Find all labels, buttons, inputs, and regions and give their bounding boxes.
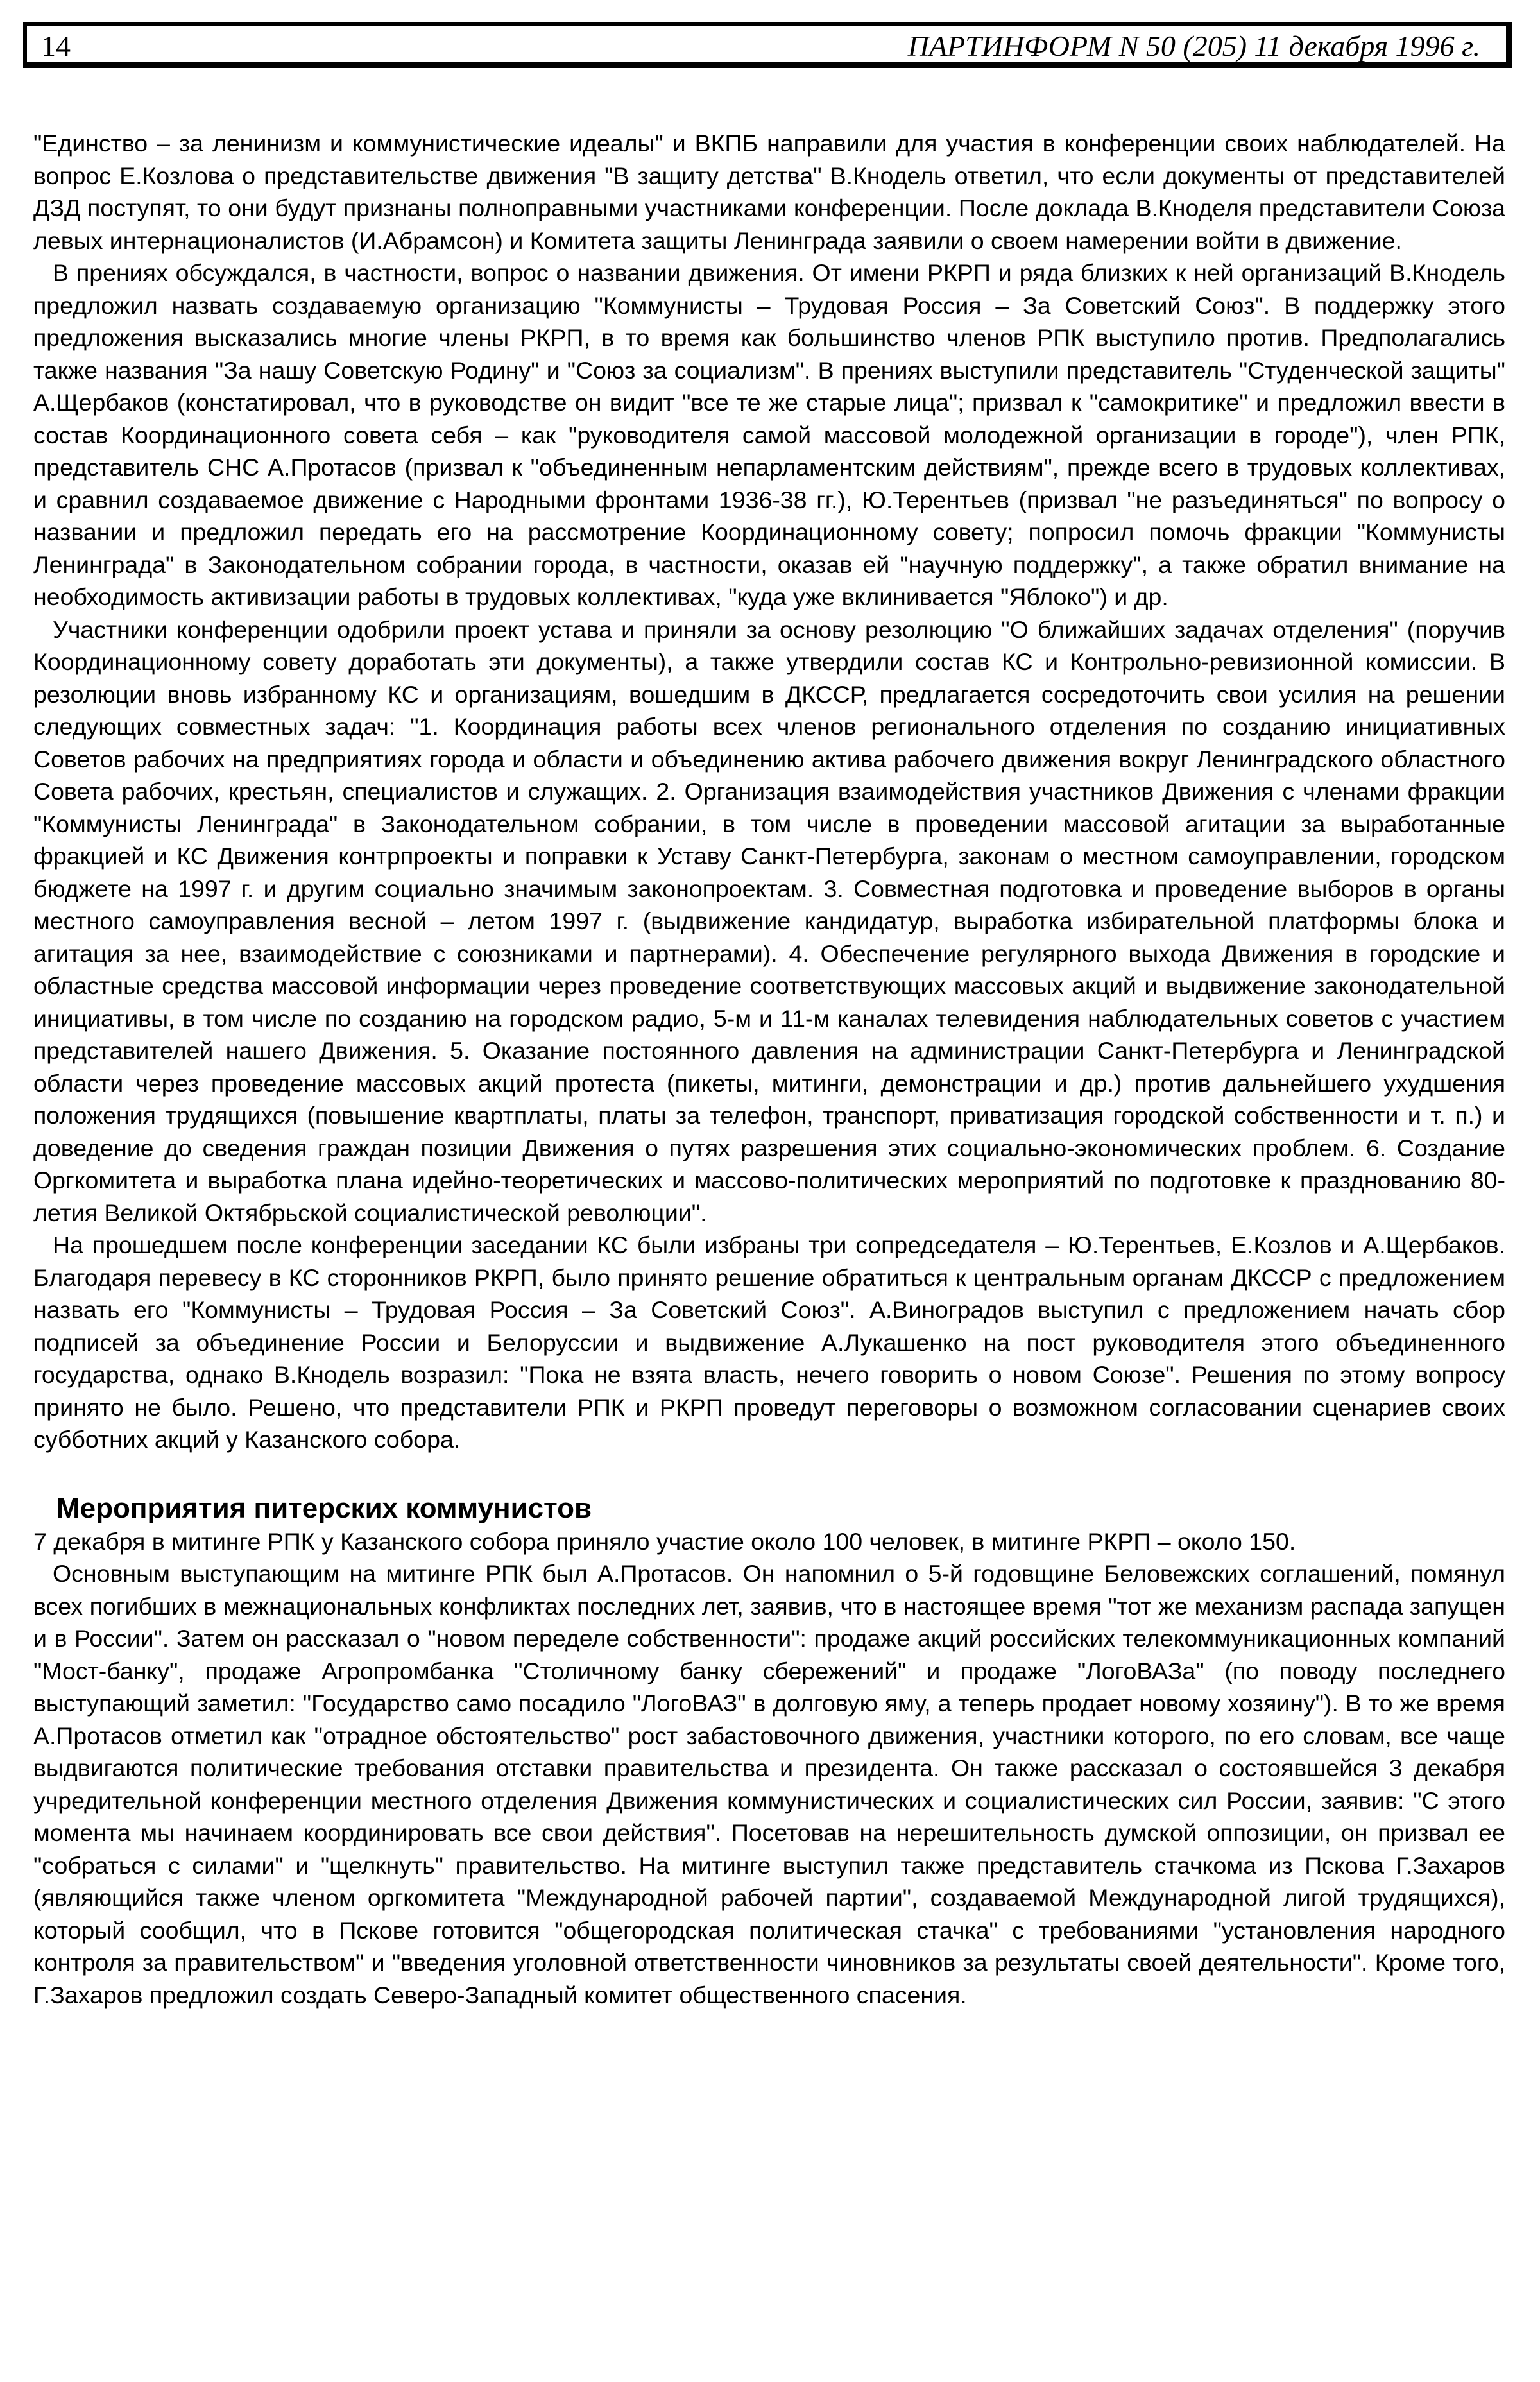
article-paragraph: "Единство – за ленинизм и коммунистические идеалы" и ВКПБ направили для участия в конференции своих наблюдателей. На вопрос Е.Козлова о представительстве движения "В защиту детства" В.Кнодель ответил, что если документы от представителей ДЗД поступят, то они будут признаны полноправными участниками конференции. После доклада В.Кноделя представители Союза левых интернационалистов (И.Абрамсон) и Комитета защиты Ленинграда заявили о своем намерении войти в движение.	[33, 130, 1505, 254]
page-header	[23, 22, 1512, 68]
section-paragraph: Основным выступающим на митинге РПК был А.Протасов. Он напомнил о 5-й годовщине Беловежских соглашений, помянул всех погибших в межнациональных конфликтах последних лет, заявив, что в настоящее время "тот же механизм распада запущен и в России". Затем он рассказал о "новом переделе собственности": продаже акций российских телекоммуникационных компаний "Мост-банку", продаже Агропромбанка "Столичному банку сбережений" и продаже "ЛогоВАЗа" (по поводу последнего выступающий заметил: "Государство само посадило "ЛогоВАЗ" в долговую яму, а теперь продает новому хозяину"). В то же время А.Протасов отметил как "отрадное обстоятельство" рост забастовочного движения, участники которого, по его словам, все чаще выдвигаются политические требования отставки правительства и президента. Он также рассказал о состоявшейся 3 декабря учредительной конференции местного отделения Движения коммунистических и социалистических сил России, заявив: "С этого момента мы начинаем координировать все свои действия". Посетовав на нерешительность думской оппозиции, он призвал ее "собраться с силами" и "щелкнуть" правительство. На митинге выступил также представитель стачкома из Пскова Г.Захаров (являющийся также членом оргкомитета "Международной рабочей партии", создаваемой Международной лигой трудящихся), который сообщил, что в Пскове готовится "общегородская политическая стачка" с требованиями "установления народного контроля за правительством" и "введения уголовной ответственности чиновников за результаты своей деятельности". Кроме того, Г.Захаров предложил создать Северо-Западный комитет общественного спасения.	[33, 1560, 1505, 2009]
article-paragraph: Участники конференции одобрили проект устава и приняли за основу резолюцию "О ближайших задачах отделения" (поручив Координационному совету доработать эти документы), а также утвердили состав КС и Контрольно-ревизионной комиссии. В резолюции вновь избранному КС и организациям, вошедшим в ДКССР, предлагается сосредоточить свои усилия на решении следующих совместных задач: "1. Координация работы всех членов регионального отделения по созданию инициативных Советов рабочих на предприятиях города и области и объединению актива рабочего движения вокруг Ленинградского областного Совета рабочих, крестьян, специалистов и служащих. 2. Организация взаимодействия участников Движения с членами фракции "Коммунисты Ленинграда" в Законодательном собрании, в том числе в проведении массовой агитации за выработанные фракцией и КС Движения контрпроекты и поправки к Уставу Санкт-Петербурга, законам о местном самоуправлении, городском бюджете на 1997 г. и другим социально значимым законопроектам. 3. Совместная подготовка и проведение выборов в органы местного самоуправления весной – летом 1997 г. (выдвижение кандидатур, выработка избирательной платформы блока и агитация за нее, взаимодействие с союзниками и партнерами). 4. Обеспечение регулярного выхода Движения в городские и областные средства массовой информации через проведение соответствующих массовых акций и выдвижение законодательной инициативы, в том числе по созданию на городском радио, 5-м и 11-м каналах телевидения наблюдательных советов с участием представителей нашего Движения. 5. Оказание постоянного давления на администрации Санкт-Петербурга и Ленинградской области через проведение массовых акций протеста (пикеты, митинги, демонстрации и др.) против дальнейшего ухудшения положения трудящихся (повышение квартплаты, платы за телефон, транспорт, приватизация городской собственности и т. п.) и доведение до сведения граждан позиции Движения о путях разрешения этих социально-экономических проблем. 6. Создание Оргкомитета и выработка плана идейно-теоретических и массово-политических мероприятий по подготовке к празднованию 80-летия Великой Октябрьской социалистической революции".	[33, 615, 1505, 1226]
section-lead: 7 декабря в митинге РПК у Казанского собора приняло участие около 100 человек, в митинге РКРП – около 150.	[33, 1527, 1296, 1555]
section-heading: Мероприятия питерских коммунистов	[56, 1492, 592, 1524]
article-paragraph: В прениях обсуждался, в частности, вопрос о названии движения. От имени РКРП и ряда близких к ней организаций В.Кнодель предложил назвать создаваемую организацию "Коммунисты – Трудовая Россия – За Советский Союз". В поддержку этого предложения высказались многие члены РКРП, в то время как большинство членов РПК выступило против. Предполагались также названия "За нашу Советскую Родину" и "Союз за социализм". В прениях выступили представитель "Студенческой защиты" А.Щербаков (констатировал, что в руководстве он видит "все те же старые лица"; призвал к "самокритике" и предложил ввести в состав Координационного совета себя – как "руководителя самой массовой молодежной организации в городе"), член РПК, представитель СНС А.Протасов (призвал к "объединенным непарламентским действиям", прежде всего в трудовых коллективах, и сравнил создаваемое движение с Народными фронтами 1936-38 гг.), Ю.Терентьев (призвал "не разъединяться" по вопросу о названии и предложил передать его на рассмотрение Координационному совету; попросил помочь фракции "Коммунисты Ленинграда" в Законодательном собрании города, в частности, оказав ей "научную поддержку", а также обратил внимание на необходимость активизации работы в трудовых коллективах, "куда уже вклинивается "Яблоко") и др.	[33, 259, 1505, 610]
publication-title: ПАРТИНФОРМ N 50 (205) 11 декабря 1996 г.	[907, 30, 1480, 62]
article-paragraph: На прошедшем после конференции заседании КС были избраны три сопредседателя – Ю.Терентьев, Е.Козлов и А.Щербаков. Благодаря перевесу в КС сторонников РКРП, было принято решение обратиться к центральным органам ДКССР с предложением назвать его "Коммунисты – Трудовая Россия – За Советский Союз". А.Виноградов выступил с предложением начать сбор подписей за объединение России и Белоруссии и выдвижение А.Лукашенко на пост руководителя этого объединенного государства, однако В.Кнодель возразил: "Пока не взята власть, нечего говорить о новом Союзе". Решения по этому вопросу принято не было. Решено, что представители РПК и РКРП проведут переговоры о возможном согласовании сценариев своих субботних акций у Казанского собора.	[33, 1231, 1505, 1453]
page-number: 14	[41, 30, 71, 62]
article-body	[33, 127, 1505, 2011]
